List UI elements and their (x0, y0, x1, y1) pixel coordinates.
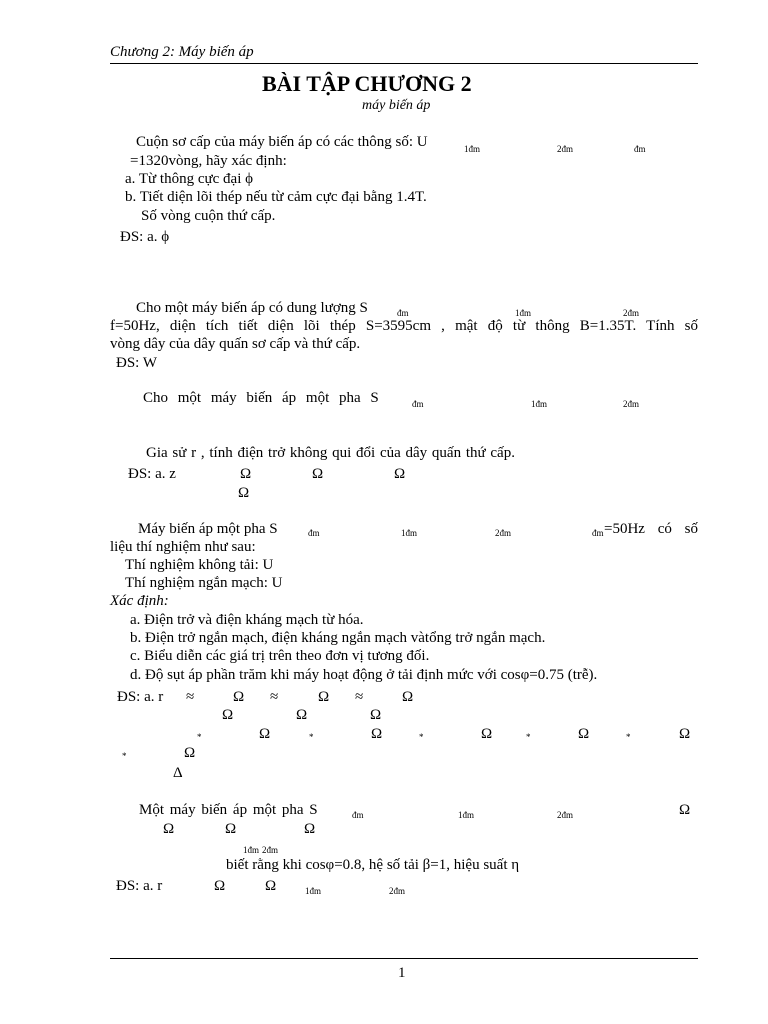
ex4-star-6: * (122, 751, 127, 761)
ex5-sub-dm: đm (352, 810, 364, 820)
ex4-item-b: b. Điện trở ngắn mạch, điện kháng ngắn mạch vàtổng trở ngắn mạch. (130, 630, 546, 646)
page-number: 1 (398, 965, 406, 981)
ex2-sub-2dm: 2đm (623, 308, 640, 318)
ex4-omega-10: Ω (578, 726, 590, 742)
footer-rule (110, 958, 698, 959)
ex4-item-d: d. Độ sụt áp phần trăm khi máy hoạt động ở tải định mức với cosφ=0.75 (trễ). (130, 667, 598, 683)
ex5-omega-2: Ω (163, 821, 175, 837)
ex4-approx-2: ≈ (270, 689, 279, 705)
ex4-omega-6: Ω (370, 707, 382, 723)
ex2-sub-1dm: 1đm (515, 308, 532, 318)
ex3-sub-1dm: 1đm (531, 399, 548, 409)
ex2-line1: Cho một máy biến áp có dung lượng S (136, 300, 368, 316)
ex4-line2: liệu thí nghiệm như sau: (110, 539, 256, 555)
ex3-line1: Cho một máy biến áp một pha S (143, 390, 379, 406)
ex4-omega-7: Ω (259, 726, 271, 742)
ex4-star-3: * (419, 732, 424, 742)
ex4-star-2: * (309, 732, 314, 742)
ex4-item-c: c. Biểu diễn các giá trị trên theo đơn vị tương đối. (130, 648, 430, 664)
ex4-delta: Δ (173, 765, 183, 781)
ex4-omega-3: Ω (402, 689, 414, 705)
ex2-sub-dm: đm (397, 308, 409, 318)
ex5-omega-5: Ω (214, 878, 226, 894)
ex5-sub-1dm-b: 1đm (243, 845, 260, 855)
page-subtitle: máy biến áp (362, 98, 431, 113)
chapter-header: Chương 2: Máy biến áp (110, 44, 254, 60)
ex4-line1-end: =50Hz có số (604, 521, 698, 537)
ex2-line2 (110, 319, 698, 334)
ex4-omega-12: Ω (184, 745, 196, 761)
ex2-line3: vòng dây của dây quấn sơ cấp và thứ cấp. (110, 336, 361, 352)
ex1-line1: Cuộn sơ cấp của máy biến áp có các thông số: U (136, 134, 428, 150)
ex4-omega-9: Ω (481, 726, 493, 742)
ex4-line1: Máy biến áp một pha S (138, 521, 278, 537)
ex4-omega-1: Ω (233, 689, 245, 705)
ex1-line2: =1320vòng, hãy xác định: (130, 153, 287, 169)
ex4-omega-11: Ω (679, 726, 691, 742)
ex4-star-4: * (526, 732, 531, 742)
ex1-item-c: Số vòng cuộn thứ cấp. (141, 208, 276, 224)
ex5-omega-3: Ω (225, 821, 237, 837)
ex1-item-b: b. Tiết diện lõi thép nếu từ cảm cực đại bằng 1.4T. (125, 189, 427, 205)
ex3-line2: Gia sử r , tính điện trở không qui đổi của dây quấn thứ cấp. (146, 445, 515, 461)
ex5-line3: biết rằng khi cosφ=0.8, hệ số tải β=1, hiệu suất η (226, 857, 520, 873)
ex5-sub-2dm-b: 2đm (262, 845, 279, 855)
ex2-answer: ĐS: W (116, 355, 157, 371)
ex4-omega-8: Ω (371, 726, 383, 742)
ex4-omega-4: Ω (222, 707, 234, 723)
ex3-sub-dm: đm (412, 399, 424, 409)
ex4-star-5: * (626, 732, 631, 742)
ex5-answer-prefix: ĐS: a. r (116, 878, 163, 894)
ex3-omega-1: Ω (240, 466, 252, 482)
ex4-sub-1dm: 1đm (401, 528, 418, 538)
page-title: BÀI TẬP CHƯƠNG 2 (262, 71, 472, 96)
ex4-test2: Thí nghiệm ngắn mạch: U (125, 575, 283, 591)
ex1-answer: ĐS: a. ϕ (120, 229, 170, 245)
ex3-omega-4: Ω (238, 485, 250, 501)
ex4-answer-prefix: ĐS: a. r (117, 689, 164, 705)
ex2-line2-text: f=50Hz, diện tích tiết diện lõi thép S=3595cm , mật độ từ thông B=1.35T. Tính số (110, 318, 698, 334)
ex4-approx-3: ≈ (355, 689, 364, 705)
ex5-omega-4: Ω (304, 821, 316, 837)
ex3-omega-2: Ω (312, 466, 324, 482)
ex4-omega-5: Ω (296, 707, 308, 723)
ex4-sub-dm-end: đm (592, 528, 604, 538)
ex1-item-a: a. Từ thông cực đại ϕ (125, 171, 254, 187)
ex1-sub-dm: đm (634, 144, 646, 154)
ex1-sub-2dm: 2đm (557, 144, 574, 154)
ex3-answer-prefix: ĐS: a. z (128, 466, 176, 482)
ex4-approx-1: ≈ (186, 689, 195, 705)
ex5-line1: Một máy biến áp một pha S (139, 802, 318, 818)
header-rule (110, 63, 698, 64)
ex4-sub-2dm: 2đm (495, 528, 512, 538)
ex4-omega-2: Ω (318, 689, 330, 705)
ex5-sub-1dm: 1đm (458, 810, 475, 820)
ex4-determine: Xác định: (110, 593, 169, 609)
ex4-test1: Thí nghiệm không tải: U (125, 557, 274, 573)
ex3-sub-2dm: 2đm (623, 399, 640, 409)
ex5-omega-6: Ω (265, 878, 277, 894)
ex5-sub-1dm-c: 1đm (305, 886, 322, 896)
ex4-item-a: a. Điện trở và điện kháng mạch từ hóa. (130, 612, 364, 628)
ex4-star-1: * (197, 732, 202, 742)
ex5-sub-2dm-c: 2đm (389, 886, 406, 896)
ex1-sub-1dm: 1đm (464, 144, 481, 154)
ex4-sub-dm: đm (308, 528, 320, 538)
ex3-omega-3: Ω (394, 466, 406, 482)
ex5-sub-2dm: 2đm (557, 810, 574, 820)
ex5-omega-1: Ω (679, 802, 691, 818)
